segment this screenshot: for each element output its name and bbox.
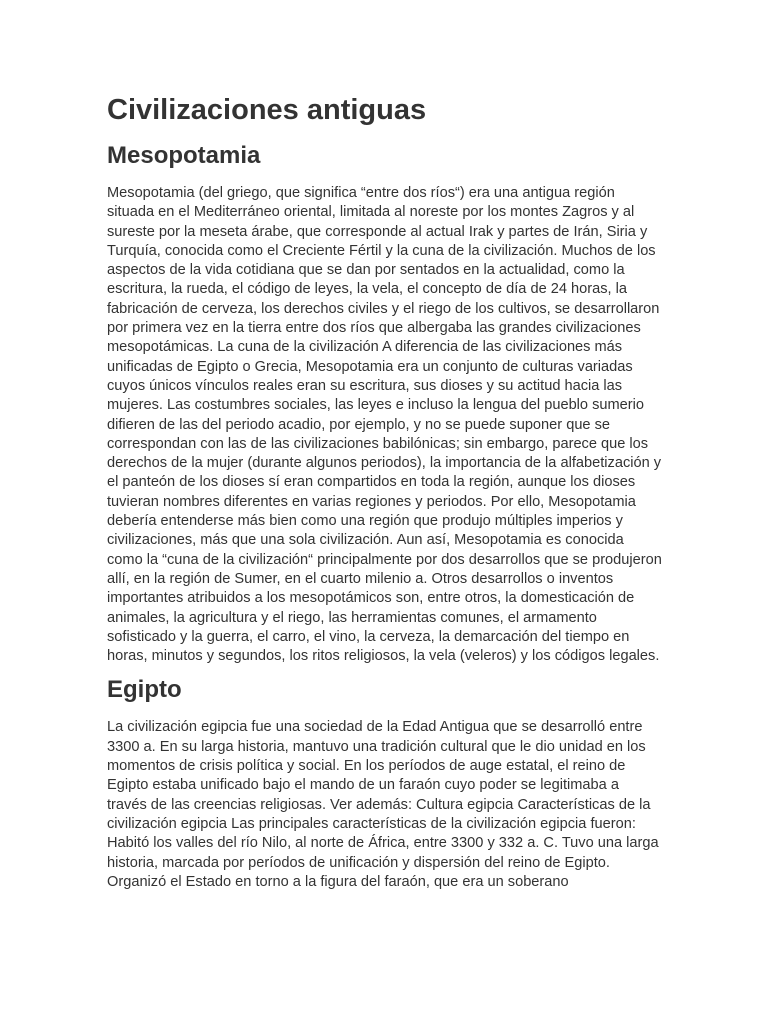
- section-heading-mesopotamia: Mesopotamia: [107, 142, 261, 169]
- section-heading-egipto: Egipto: [107, 676, 182, 704]
- section-body-egipto: La civilización egipcia fue una sociedad de la Edad Antigua que se desarrolló entre 3300 a. En su larga historia, mantuvo una tradición cultural que le dio unidad en los momentos de crisis política y social. En los períodos de auge estatal, el reino de Egipto estaba unificado bajo el mando de un faraón cuyo poder se legitimaba a través de las creencias religiosas. Ver además: Cultura egipcia Características de la civilización egipcia Las principales características de la civilización egipcia fueron: Habitó los valles del río Nilo, al norte de África, entre 3300 y 332 a. C. Tuvo una larga historia, marcada por períodos de unificación y dispersión del reino de Egipto. Organizó el Estado en torno a la figura del faraón, que era un soberano: [107, 719, 659, 890]
- document-title: Civilizaciones antiguas: [107, 94, 427, 126]
- section-body-mesopotamia: Mesopotamia (del griego, que significa “entre dos ríos“) era una antigua región situada en el Mediterráneo oriental, limitada al noreste por los montes Zagros y al sureste por la meseta árabe, que corresponde al actual Irak y partes de Irán, Siria y Turquía, conocida como el Creciente Fértil y la cuna de la civilización. Muchos de los aspectos de la vida cotidiana que se dan por sentados en la actualidad, como la escritura, la rueda, el código de leyes, la vela, el concepto de día de 24 horas, la fabricación de cerveza, los derechos civiles y el riego de los cultivos, se desarrollaron por primera vez en la tierra entre dos ríos que albergaba las grandes civilizaciones mesopotámicas. La cuna de la civilización A diferencia de las civilizaciones más unificadas de Egipto o Grecia, Mesopotamia era un conjunto de culturas variadas cuyos únicos vínculos reales eran su escritura, sus dioses y su actitud hacia las mujeres. Las costumbres sociales, las leyes e incluso la lengua del pueblo sumerio difieren de las del periodo acadio, por ejemplo, y no se puede suponer que se correspondan con las de las civilizaciones babilónicas; sin embargo, parece que los derechos de la mujer (durante algunos periodos), la importancia de la alfabetización y el panteón de los dioses sí eran compartidos en toda la región, aunque los dioses tuvieran nombres diferentes en varias regiones y periodos. Por ello, Mesopotamia debería entenderse más bien como una región que produjo múltiples imperios y civilizaciones, más que una sola civilización. Aun así, Mesopotamia es conocida como la “cuna de la civilización“ principalmente por dos desarrollos que se produjeron allí, en la región de Sumer, en el cuarto milenio a. Otros desarrollos o inventos importantes atribuidos a los mesopotámicos son, entre otros, la domesticación de animales, la agricultura y el riego, las herramientas comunes, el armamento sofisticado y la guerra, el carro, el vino, la cerveza, la demarcación del tiempo en horas, minutos y segundos, los ritos religiosos, la vela (veleros) y los códigos legales.: [107, 185, 662, 665]
